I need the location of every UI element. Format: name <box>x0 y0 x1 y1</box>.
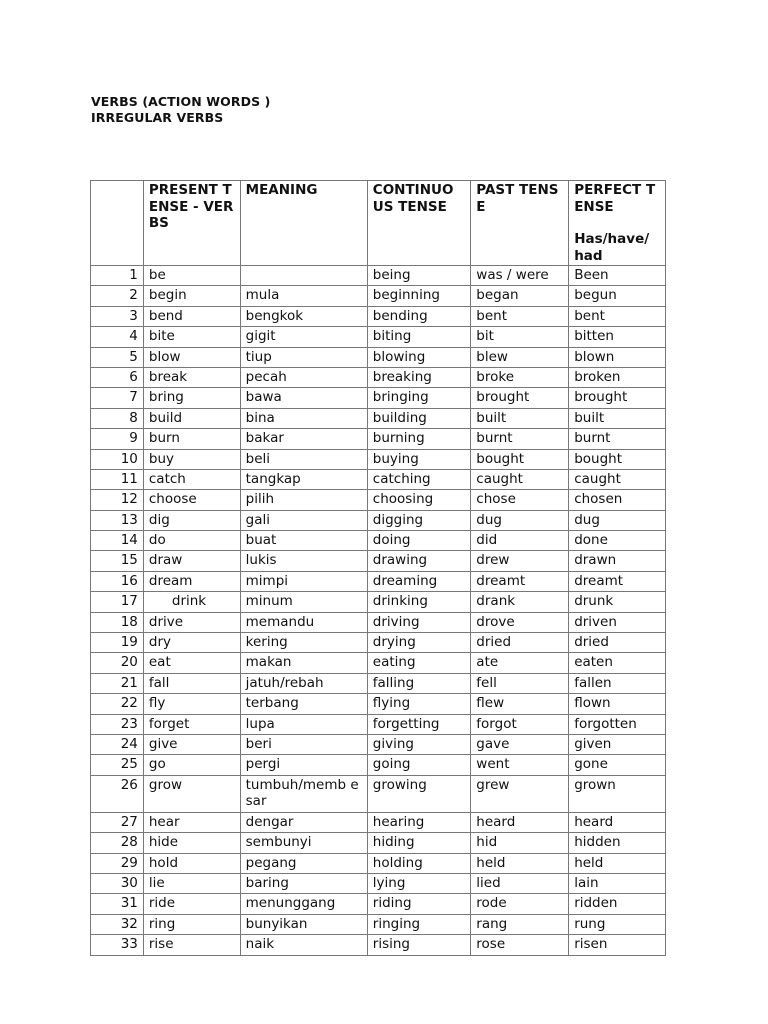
cell-present: choose <box>143 490 240 510</box>
cell-continuous: building <box>367 408 471 428</box>
cell-meaning: beli <box>240 449 367 469</box>
cell-perfect: built <box>569 408 666 428</box>
cell-number: 9 <box>91 429 144 449</box>
cell-meaning: bina <box>240 408 367 428</box>
cell-past: rose <box>471 935 569 955</box>
cell-perfect: bitten <box>569 327 666 347</box>
cell-perfect: hidden <box>569 833 666 853</box>
cell-continuous: drying <box>367 633 471 653</box>
table-row <box>91 775 666 812</box>
table-row <box>91 592 666 612</box>
cell-present: draw <box>143 551 240 571</box>
cell-past: flew <box>471 694 569 714</box>
cell-continuous: falling <box>367 673 471 693</box>
cell-continuous: being <box>367 266 471 286</box>
cell-continuous: holding <box>367 853 471 873</box>
cell-continuous: catching <box>367 469 471 489</box>
cell-present: go <box>143 755 240 775</box>
cell-continuous: blowing <box>367 347 471 367</box>
cell-number: 21 <box>91 673 144 693</box>
cell-number: 3 <box>91 306 144 326</box>
table-row <box>91 935 666 955</box>
verbs-table <box>90 180 666 956</box>
cell-past: caught <box>471 469 569 489</box>
cell-past: rang <box>471 914 569 934</box>
cell-number: 7 <box>91 388 144 408</box>
table-row <box>91 327 666 347</box>
cell-past: began <box>471 286 569 306</box>
cell-number: 14 <box>91 531 144 551</box>
cell-number: 15 <box>91 551 144 571</box>
cell-number: 27 <box>91 812 144 832</box>
cell-meaning: naik <box>240 935 367 955</box>
header-present: PRESENT TENSE - VERBS <box>143 181 240 266</box>
cell-number: 30 <box>91 873 144 893</box>
cell-perfect: bought <box>569 449 666 469</box>
cell-past: dreamt <box>471 571 569 591</box>
document-title: VERBS (ACTION WORDS ) <box>91 94 271 109</box>
cell-past: blew <box>471 347 569 367</box>
cell-meaning: memandu <box>240 612 367 632</box>
table-row <box>91 449 666 469</box>
cell-number: 10 <box>91 449 144 469</box>
cell-present: bite <box>143 327 240 347</box>
cell-meaning: menunggang <box>240 894 367 914</box>
cell-meaning: beri <box>240 734 367 754</box>
cell-present: fall <box>143 673 240 693</box>
cell-past: drank <box>471 592 569 612</box>
table-row <box>91 286 666 306</box>
cell-present: ring <box>143 914 240 934</box>
cell-meaning: gigit <box>240 327 367 347</box>
cell-perfect: drawn <box>569 551 666 571</box>
table-row <box>91 469 666 489</box>
cell-continuous: choosing <box>367 490 471 510</box>
cell-perfect: held <box>569 853 666 873</box>
cell-meaning: dengar <box>240 812 367 832</box>
cell-present: ride <box>143 894 240 914</box>
cell-past: burnt <box>471 429 569 449</box>
cell-meaning: bakar <box>240 429 367 449</box>
cell-present: drive <box>143 612 240 632</box>
cell-present: forget <box>143 714 240 734</box>
cell-perfect: dried <box>569 633 666 653</box>
cell-meaning: mula <box>240 286 367 306</box>
table-row <box>91 833 666 853</box>
cell-continuous: bending <box>367 306 471 326</box>
cell-meaning: sembunyi <box>240 833 367 853</box>
cell-perfect: Been <box>569 266 666 286</box>
cell-meaning: pegang <box>240 853 367 873</box>
cell-present: eat <box>143 653 240 673</box>
cell-perfect: drunk <box>569 592 666 612</box>
cell-meaning: bunyikan <box>240 914 367 934</box>
table-row <box>91 894 666 914</box>
cell-continuous: dreaming <box>367 571 471 591</box>
cell-present: bend <box>143 306 240 326</box>
cell-perfect: given <box>569 734 666 754</box>
cell-meaning: bawa <box>240 388 367 408</box>
cell-past: lied <box>471 873 569 893</box>
table-row <box>91 531 666 551</box>
cell-number: 1 <box>91 266 144 286</box>
table-row <box>91 812 666 832</box>
cell-meaning: minum <box>240 592 367 612</box>
cell-present: be <box>143 266 240 286</box>
cell-present: drink <box>143 592 240 612</box>
cell-past: broke <box>471 367 569 387</box>
cell-past: did <box>471 531 569 551</box>
cell-perfect: rung <box>569 914 666 934</box>
cell-present: dig <box>143 510 240 530</box>
cell-meaning: tiup <box>240 347 367 367</box>
table-row <box>91 367 666 387</box>
cell-number: 25 <box>91 755 144 775</box>
cell-present: burn <box>143 429 240 449</box>
cell-perfect: flown <box>569 694 666 714</box>
cell-continuous: giving <box>367 734 471 754</box>
cell-continuous: hiding <box>367 833 471 853</box>
cell-number: 19 <box>91 633 144 653</box>
cell-perfect: done <box>569 531 666 551</box>
cell-perfect: grown <box>569 775 666 812</box>
table-row <box>91 408 666 428</box>
cell-past: forgot <box>471 714 569 734</box>
header-past: PAST TENSE <box>471 181 569 266</box>
table-row <box>91 429 666 449</box>
cell-present: hear <box>143 812 240 832</box>
cell-continuous: breaking <box>367 367 471 387</box>
cell-number: 29 <box>91 853 144 873</box>
cell-number: 4 <box>91 327 144 347</box>
cell-present: hide <box>143 833 240 853</box>
cell-perfect: lain <box>569 873 666 893</box>
cell-perfect: bent <box>569 306 666 326</box>
cell-perfect: begun <box>569 286 666 306</box>
header-perfect-sub: Has/have/ had <box>574 231 650 264</box>
cell-continuous: burning <box>367 429 471 449</box>
cell-number: 26 <box>91 775 144 812</box>
header-meaning: MEANING <box>240 181 367 266</box>
cell-meaning: pecah <box>240 367 367 387</box>
cell-present: give <box>143 734 240 754</box>
cell-continuous: growing <box>367 775 471 812</box>
cell-continuous: rising <box>367 935 471 955</box>
document-subtitle: IRREGULAR VERBS <box>91 110 224 125</box>
cell-continuous: flying <box>367 694 471 714</box>
cell-past: gave <box>471 734 569 754</box>
table-row <box>91 633 666 653</box>
cell-perfect: risen <box>569 935 666 955</box>
cell-number: 16 <box>91 571 144 591</box>
cell-number: 13 <box>91 510 144 530</box>
cell-number: 18 <box>91 612 144 632</box>
table-row <box>91 853 666 873</box>
cell-perfect: blown <box>569 347 666 367</box>
cell-continuous: going <box>367 755 471 775</box>
cell-past: rode <box>471 894 569 914</box>
cell-continuous: riding <box>367 894 471 914</box>
header-perfect-label: PERFECT TENSE <box>574 182 656 215</box>
cell-number: 20 <box>91 653 144 673</box>
cell-present: lie <box>143 873 240 893</box>
header-number <box>91 181 144 266</box>
cell-past: fell <box>471 673 569 693</box>
table-row <box>91 734 666 754</box>
table-row <box>91 653 666 673</box>
cell-meaning: tumbuh/memb esar <box>240 775 367 812</box>
cell-present: grow <box>143 775 240 812</box>
cell-past: drew <box>471 551 569 571</box>
cell-past: heard <box>471 812 569 832</box>
cell-past: drove <box>471 612 569 632</box>
cell-past: bent <box>471 306 569 326</box>
cell-meaning: terbang <box>240 694 367 714</box>
cell-number: 8 <box>91 408 144 428</box>
cell-continuous: bringing <box>367 388 471 408</box>
cell-present: break <box>143 367 240 387</box>
cell-number: 11 <box>91 469 144 489</box>
cell-present: begin <box>143 286 240 306</box>
table-row <box>91 510 666 530</box>
cell-present: blow <box>143 347 240 367</box>
cell-present: rise <box>143 935 240 955</box>
cell-number: 24 <box>91 734 144 754</box>
cell-past: was / were <box>471 266 569 286</box>
cell-perfect: chosen <box>569 490 666 510</box>
cell-meaning: gali <box>240 510 367 530</box>
cell-continuous: buying <box>367 449 471 469</box>
cell-perfect: brought <box>569 388 666 408</box>
cell-past: dug <box>471 510 569 530</box>
cell-number: 5 <box>91 347 144 367</box>
cell-perfect: dug <box>569 510 666 530</box>
cell-meaning: lupa <box>240 714 367 734</box>
cell-number: 12 <box>91 490 144 510</box>
cell-present: hold <box>143 853 240 873</box>
cell-continuous: ringing <box>367 914 471 934</box>
cell-perfect: forgotten <box>569 714 666 734</box>
cell-past: held <box>471 853 569 873</box>
cell-perfect: broken <box>569 367 666 387</box>
cell-present: build <box>143 408 240 428</box>
cell-meaning: lukis <box>240 551 367 571</box>
cell-continuous: driving <box>367 612 471 632</box>
cell-continuous: beginning <box>367 286 471 306</box>
cell-perfect: burnt <box>569 429 666 449</box>
cell-past: brought <box>471 388 569 408</box>
cell-perfect: heard <box>569 812 666 832</box>
cell-perfect: ridden <box>569 894 666 914</box>
cell-present: catch <box>143 469 240 489</box>
table-row <box>91 347 666 367</box>
cell-perfect: fallen <box>569 673 666 693</box>
cell-perfect: caught <box>569 469 666 489</box>
cell-present: bring <box>143 388 240 408</box>
cell-meaning: buat <box>240 531 367 551</box>
table-row <box>91 266 666 286</box>
cell-number: 2 <box>91 286 144 306</box>
table-row <box>91 755 666 775</box>
table-row <box>91 673 666 693</box>
cell-number: 6 <box>91 367 144 387</box>
cell-number: 28 <box>91 833 144 853</box>
cell-continuous: doing <box>367 531 471 551</box>
cell-continuous: hearing <box>367 812 471 832</box>
cell-past: went <box>471 755 569 775</box>
cell-meaning <box>240 266 367 286</box>
header-continuous: CONTINUO US TENSE <box>367 181 471 266</box>
cell-present: dry <box>143 633 240 653</box>
cell-past: bit <box>471 327 569 347</box>
cell-past: ate <box>471 653 569 673</box>
cell-meaning: makan <box>240 653 367 673</box>
cell-perfect: gone <box>569 755 666 775</box>
table-row <box>91 306 666 326</box>
cell-past: built <box>471 408 569 428</box>
cell-number: 32 <box>91 914 144 934</box>
table-row <box>91 490 666 510</box>
cell-present: do <box>143 531 240 551</box>
cell-continuous: digging <box>367 510 471 530</box>
cell-number: 31 <box>91 894 144 914</box>
cell-continuous: drawing <box>367 551 471 571</box>
cell-meaning: bengkok <box>240 306 367 326</box>
cell-present: fly <box>143 694 240 714</box>
cell-past: chose <box>471 490 569 510</box>
cell-meaning: jatuh/rebah <box>240 673 367 693</box>
cell-past: dried <box>471 633 569 653</box>
cell-continuous: biting <box>367 327 471 347</box>
cell-past: grew <box>471 775 569 812</box>
cell-continuous: lying <box>367 873 471 893</box>
cell-meaning: pergi <box>240 755 367 775</box>
cell-past: hid <box>471 833 569 853</box>
cell-present: buy <box>143 449 240 469</box>
cell-continuous: drinking <box>367 592 471 612</box>
cell-meaning: tangkap <box>240 469 367 489</box>
cell-perfect: dreamt <box>569 571 666 591</box>
table-row <box>91 571 666 591</box>
table-header-row <box>91 181 666 266</box>
cell-number: 23 <box>91 714 144 734</box>
cell-continuous: eating <box>367 653 471 673</box>
cell-perfect: eaten <box>569 653 666 673</box>
header-perfect <box>569 181 666 266</box>
table-row <box>91 694 666 714</box>
cell-present: dream <box>143 571 240 591</box>
cell-past: bought <box>471 449 569 469</box>
cell-meaning: mimpi <box>240 571 367 591</box>
cell-number: 17 <box>91 592 144 612</box>
cell-meaning: pilih <box>240 490 367 510</box>
table-row <box>91 551 666 571</box>
cell-continuous: forgetting <box>367 714 471 734</box>
table-row <box>91 612 666 632</box>
table-row <box>91 873 666 893</box>
table-row <box>91 388 666 408</box>
cell-meaning: baring <box>240 873 367 893</box>
table-row <box>91 714 666 734</box>
cell-perfect: driven <box>569 612 666 632</box>
cell-number: 33 <box>91 935 144 955</box>
cell-number: 22 <box>91 694 144 714</box>
table-row <box>91 914 666 934</box>
cell-meaning: kering <box>240 633 367 653</box>
